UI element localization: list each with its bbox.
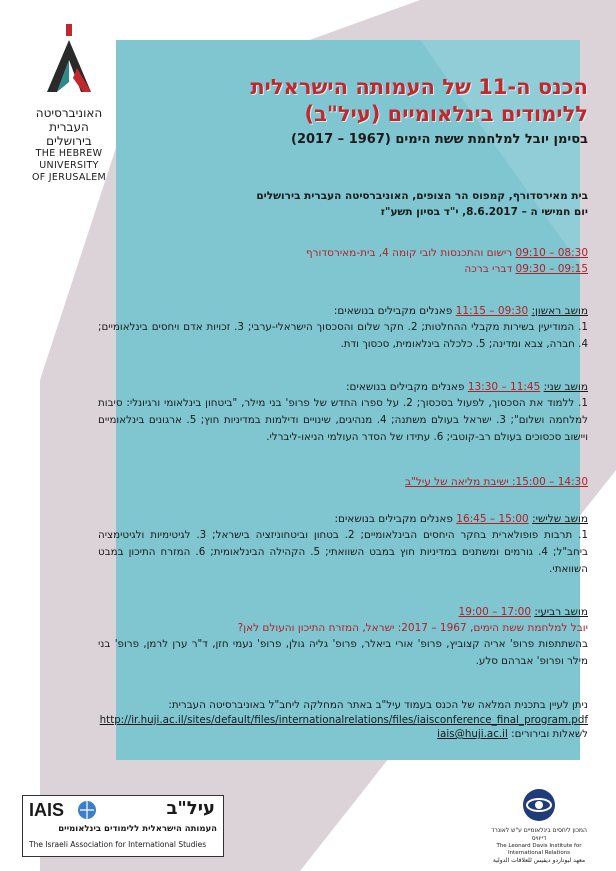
session-3-heading: מושב שלישי: 15:00 – 16:45 פאנלים מקבילים בנושאים: xyxy=(334,513,588,525)
location-block xyxy=(98,188,588,220)
logo-hebrew-line-3: בירושלים xyxy=(46,134,92,148)
logo-english-line-2: UNIVERSITY xyxy=(39,160,99,171)
iais-hebrew-short: עיל"ב xyxy=(166,798,215,819)
session-1-heading: מושב ראשון: 09:30 – 11:15 פאנלים מקבילים בנושאים: xyxy=(333,305,588,317)
schedule-item: 08:30 – 09:10 רישום והתכנסות לובי קומה 4, בית-מאירסדורף xyxy=(305,247,588,259)
title-line-2: ללימודים בינלאומיים (עיל"ב) xyxy=(304,102,588,126)
davis-institute-logo xyxy=(484,787,594,864)
session-2-body: 1. ללמוד את הסכסוך, לפעול בסכסוך; 2. על ספרו החדש של פרופ' בני מילר, "ביטחון בינלאומי ורגיונלי: סיבות למלחמה ושלום"; 3. ישראל בעולם משתנה; 4. מנהיגים, שינויים ודילמות במדיניות חוץ; 5. ארגונים בינלאומיים ויישוב סכסוכים בעולם רב-קוטבי; 6. עתידו של הסדר העולמי הניאו-ליברלי. xyxy=(98,397,588,443)
iais-hebrew-full: העמותה הישראלית ללימודים בינלאומיים xyxy=(58,824,217,834)
logo-english-line-1: THE HEBREW xyxy=(35,148,103,159)
program-link[interactable]: http://ir.huji.ac.il/sites/default/files/internationalrelations/files/iaisconference_final_program.pdf xyxy=(99,714,588,726)
hebrew-university-emblem-icon xyxy=(39,22,99,102)
iais-english-full: The Israeli Association for International Studies xyxy=(29,840,207,849)
session-2 xyxy=(98,379,588,446)
logo-hebrew-line-2: העברית xyxy=(49,120,89,134)
subtitle: בסימן יובל למלחמת ששת הימים (1967 – 2017) xyxy=(290,132,588,147)
opening-schedule xyxy=(98,245,588,277)
globe-icon xyxy=(77,800,97,820)
session-4-body: בהשתתפות פרופ' אריה קצוביץ, פרופ' אורי ביאלר, פרופ' גליה גולן, פרופ' נעמי חזן, ד"ר ערן לרמן, פרופ' בני מילר ופרופ' אברהם סלע. xyxy=(98,638,588,667)
schedule-item: 09:15 – 09:30 דברי ברכה xyxy=(464,263,588,275)
date-line: יום חמישי ה – 8.6.2017, י"ד בסיון תשע"ז xyxy=(380,206,588,218)
contact-email-link[interactable]: iais@huji.ac.il xyxy=(437,728,508,740)
davis-institute-logo-icon xyxy=(517,787,561,823)
session-4-title: יובל למלחמת ששת הימים, 1967 – 2017: ישראל, המזרח התיכון והעולם לאן? xyxy=(237,622,588,634)
session-1 xyxy=(98,303,588,353)
session-1-body: 1. המודיעין בשירות מקבלי ההחלטות; 2. חקר שלום והסכסוך הישראלי-ערבי; 3. זכויות אדם ויחסים בינלאומיים; 4. חברה, צבא ומדינה; 5. כלכלה בינלאומית, סכסוך ודת. xyxy=(98,321,588,350)
title-line-1: הכנס ה-11 של העמותה הישראלית xyxy=(250,75,588,99)
davis-hebrew: המכון ליחסים בינלאומיים ע"ש לאונרד דייוויס xyxy=(491,827,587,842)
program-note: ניתן לעיין בתכנית המלאה של הכנס בעמוד עיל"ב באתר המחלקה ליחב"ל באוניברסיטה העברית: xyxy=(168,699,588,711)
logo-english-line-3: OF JERUSALEM xyxy=(31,172,107,183)
session-2-heading: מושב שני: 11:45 – 13:30 פאנלים מקבילים בנושאים: xyxy=(346,381,588,393)
davis-english: The Leonard Davis Institute for International Relations xyxy=(496,843,582,856)
session-3 xyxy=(98,511,588,578)
session-4 xyxy=(98,604,588,670)
plenary-line: 14:30 – 15:00: ישיבת מליאה של עיל"ב xyxy=(405,476,588,488)
footer-info xyxy=(98,697,588,743)
iais-logo-box xyxy=(22,795,224,857)
title-block xyxy=(98,74,588,147)
logo-hebrew-line-1: האוניברסיטה xyxy=(35,106,103,120)
davis-arabic: معهد ليوناردو ديفيس للعلاقات الدولية xyxy=(492,857,586,864)
contact-line: לשאלות ובירורים: iais@huji.ac.il xyxy=(437,728,588,740)
iais-acronym: IAIS xyxy=(29,800,65,820)
session-4-heading: מושב רביעי: 17:00 – 19:00 xyxy=(458,606,588,618)
location-line-1: בית מאירסדורף, קמפוס הר הצופים, האוניברסיטה העברית בירושלים xyxy=(256,190,588,202)
session-3-body: 1. תרבות פופולארית בחקר היחסים הבינלאומיים; 2. בטחון וביטחוניזציה בישראל; 3. לגיטימיות ולגיטימציה ביחב"ל; 4. גורמים ומשתנים במדיניות חוץ במבט השוואתי; 5. הקהילה הבינלאומית; 6. המזרח התיכון במבט השוואתי. xyxy=(98,529,588,575)
plenary xyxy=(98,474,588,490)
